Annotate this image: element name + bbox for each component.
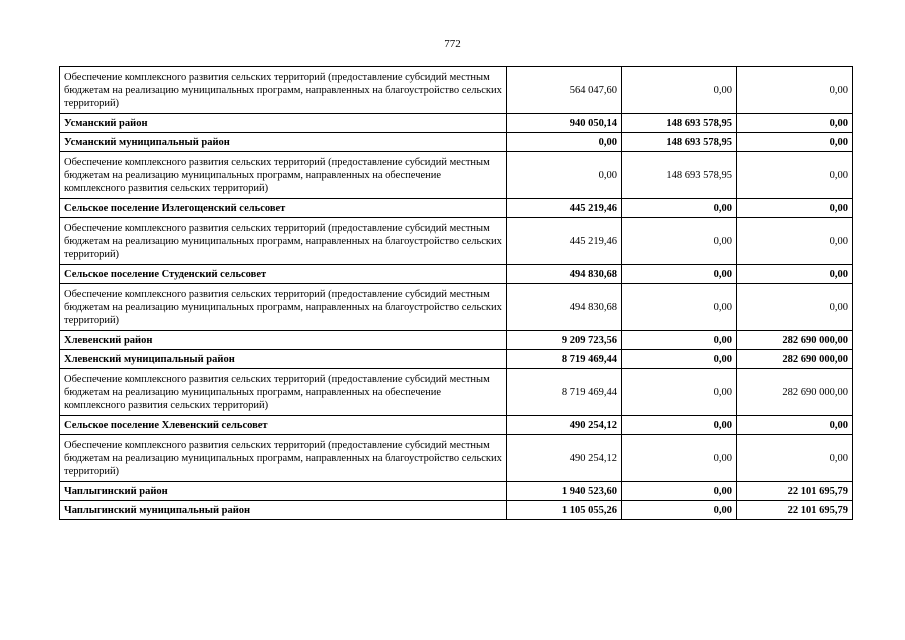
row-value-2: 0,00 — [622, 501, 737, 520]
table-row — [60, 350, 853, 369]
row-value-2: 0,00 — [622, 331, 737, 350]
row-value-1: 1 940 523,60 — [507, 482, 622, 501]
row-value-3: 0,00 — [737, 416, 853, 435]
row-value-3: 282 690 000,00 — [737, 350, 853, 369]
row-name: Обеспечение комплексного развития сельских территорий (предоставление субсидий местным бюджетам на реализацию муниципальных программ, направленных на благоустройство сельских территорий) — [60, 284, 507, 331]
row-value-1: 0,00 — [507, 133, 622, 152]
row-value-1: 494 830,68 — [507, 284, 622, 331]
row-value-2: 148 693 578,95 — [622, 133, 737, 152]
table-row — [60, 369, 853, 416]
row-value-3: 0,00 — [737, 67, 853, 114]
row-value-1: 9 209 723,56 — [507, 331, 622, 350]
table-row — [60, 331, 853, 350]
row-value-2: 0,00 — [622, 67, 737, 114]
table-body — [60, 67, 853, 520]
row-value-3: 0,00 — [737, 284, 853, 331]
budget-table — [59, 66, 853, 520]
row-value-2: 0,00 — [622, 435, 737, 482]
table-row — [60, 284, 853, 331]
row-name: Обеспечение комплексного развития сельских территорий (предоставление субсидий местным бюджетам на реализацию муниципальных программ, направленных на благоустройство сельских территорий) — [60, 218, 507, 265]
row-value-1: 8 719 469,44 — [507, 350, 622, 369]
row-value-1: 0,00 — [507, 152, 622, 199]
row-value-3: 0,00 — [737, 265, 853, 284]
row-value-3: 0,00 — [737, 133, 853, 152]
table-row — [60, 218, 853, 265]
row-value-2: 0,00 — [622, 482, 737, 501]
table-row — [60, 482, 853, 501]
table-row — [60, 199, 853, 218]
row-value-1: 445 219,46 — [507, 199, 622, 218]
row-value-2: 0,00 — [622, 218, 737, 265]
row-name: Обеспечение комплексного развития сельских территорий (предоставление субсидий местным бюджетам на реализацию муниципальных программ, направленных на благоустройство сельских территорий) — [60, 435, 507, 482]
row-value-2: 148 693 578,95 — [622, 152, 737, 199]
table-row — [60, 501, 853, 520]
row-name: Чаплыгинский муниципальный район — [60, 501, 507, 520]
row-value-3: 282 690 000,00 — [737, 369, 853, 416]
row-value-2: 0,00 — [622, 416, 737, 435]
row-name: Хлевенский муниципальный район — [60, 350, 507, 369]
row-value-1: 490 254,12 — [507, 435, 622, 482]
row-value-2: 0,00 — [622, 265, 737, 284]
row-value-2: 148 693 578,95 — [622, 114, 737, 133]
row-value-1: 490 254,12 — [507, 416, 622, 435]
row-value-2: 0,00 — [622, 369, 737, 416]
row-name: Хлевенский район — [60, 331, 507, 350]
row-value-1: 940 050,14 — [507, 114, 622, 133]
row-name: Чаплыгинский район — [60, 482, 507, 501]
row-name: Усманский район — [60, 114, 507, 133]
row-value-1: 445 219,46 — [507, 218, 622, 265]
row-name: Обеспечение комплексного развития сельских территорий (предоставление субсидий местным бюджетам на реализацию муниципальных программ, направленных на обеспечение комплексного развития сельских территорий) — [60, 152, 507, 199]
row-value-2: 0,00 — [622, 199, 737, 218]
table-row — [60, 133, 853, 152]
table-row — [60, 435, 853, 482]
row-name: Сельское поселение Излегощенский сельсовет — [60, 199, 507, 218]
table-row — [60, 265, 853, 284]
row-value-1: 494 830,68 — [507, 265, 622, 284]
row-value-3: 0,00 — [737, 114, 853, 133]
row-name: Усманский муниципальный район — [60, 133, 507, 152]
row-value-3: 282 690 000,00 — [737, 331, 853, 350]
page-number: 772 — [444, 38, 461, 50]
row-value-3: 0,00 — [737, 435, 853, 482]
table-row — [60, 67, 853, 114]
row-value-2: 0,00 — [622, 350, 737, 369]
row-value-1: 1 105 055,26 — [507, 501, 622, 520]
row-value-3: 0,00 — [737, 199, 853, 218]
row-value-3: 0,00 — [737, 152, 853, 199]
row-value-3: 0,00 — [737, 218, 853, 265]
row-value-3: 22 101 695,79 — [737, 482, 853, 501]
table-row — [60, 114, 853, 133]
table-row — [60, 152, 853, 199]
row-name: Сельское поселение Студенский сельсовет — [60, 265, 507, 284]
row-value-1: 564 047,60 — [507, 67, 622, 114]
row-name: Обеспечение комплексного развития сельских территорий (предоставление субсидий местным бюджетам на реализацию муниципальных программ, направленных на обеспечение комплексного развития сельских территорий) — [60, 369, 507, 416]
row-value-1: 8 719 469,44 — [507, 369, 622, 416]
row-name: Сельское поселение Хлевенский сельсовет — [60, 416, 507, 435]
row-name: Обеспечение комплексного развития сельских территорий (предоставление субсидий местным бюджетам на реализацию муниципальных программ, направленных на благоустройство сельских территорий) — [60, 67, 507, 114]
table-row — [60, 416, 853, 435]
row-value-2: 0,00 — [622, 284, 737, 331]
row-value-3: 22 101 695,79 — [737, 501, 853, 520]
